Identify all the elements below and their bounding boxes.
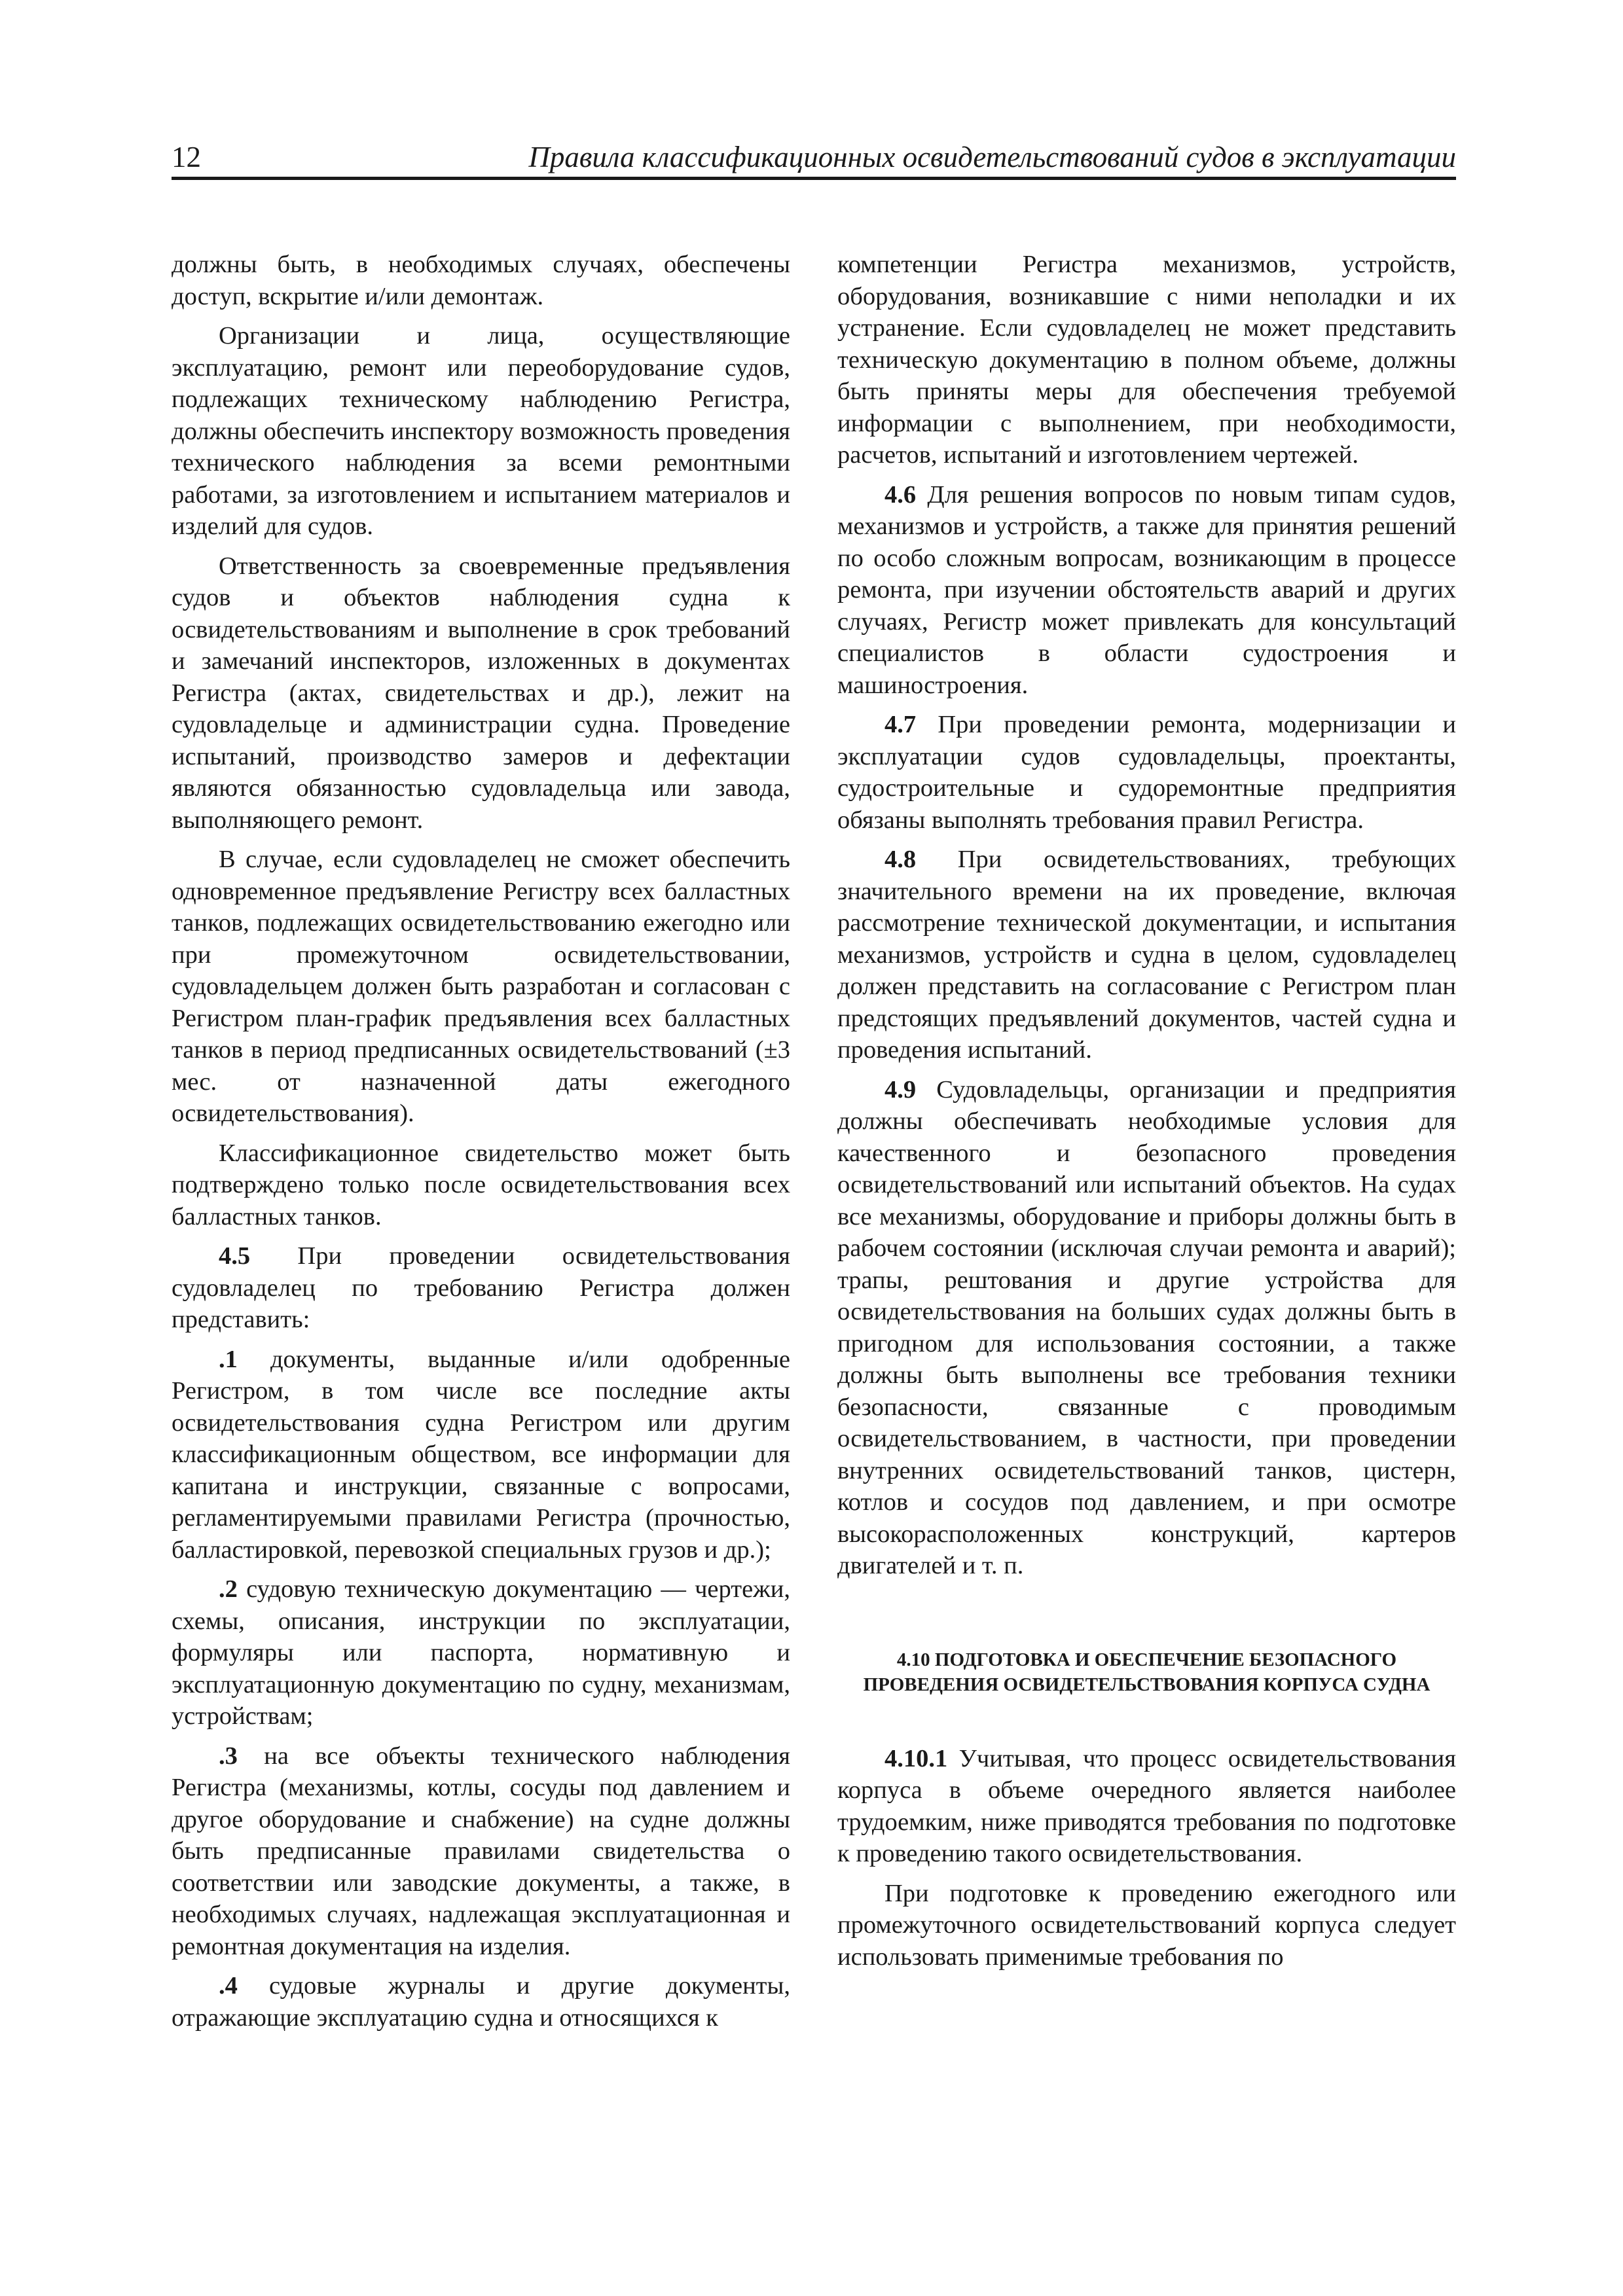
section-heading: 4.10 ПОДГОТОВКА И ОБЕСПЕЧЕНИЕ БЕЗОПАСНОГО ПРОВЕДЕНИЯ ОСВИДЕТЕЛЬСТВОВАНИЯ КОРПУСА СУДНА — [863, 1649, 1431, 1695]
clause-number: 4.5 — [219, 1242, 251, 1270]
paragraph: При подготовке к проведению ежегодного или промежуточного освидетельствований корпуса следует использовать применимые требования по — [837, 1879, 1456, 1971]
clause-4-5: 4.5 При проведении освидетельствования судовладелец по требованию Регистра должен представить: — [172, 1242, 790, 1333]
running-title: Правила классификационных освидетельствований судов в эксплуатации — [528, 141, 1456, 173]
right-column — [837, 249, 1456, 1973]
item-number: .3 — [219, 1742, 238, 1770]
page-number: 12 — [172, 141, 201, 173]
header-rule — [172, 177, 1456, 180]
clause-4-8: 4.8 При освидетельствованиях, требующих значительного времени на их проведение, включая рассмотрение технической документации, и испытания механизмов, устройств и судна в целом, судовладелец должен представить на согласование с Регистром план предстоящих предъявлений документов, частей судна и проведения испытаний. — [837, 846, 1456, 1064]
list-item-1: .1 документы, выданные и/или одобренные Регистром, в том числе все последние акты освидетельствования судна Регистром или другим классификационным обществом, все информации для капитана и инструкции, связанные с вопросами, регламентируемыми правилами Регистра (прочностью, балластировкой, перевозкой специальных грузов и др.); — [172, 1345, 790, 1564]
list-item-4: .4 судовые журналы и другие документы, отражающие эксплуатацию судна и относящихся к — [172, 1972, 790, 2032]
paragraph: компетенции Регистра механизмов, устройств, оборудования, возникавшие с ними неполадки и их устранение. Если судовладелец не может представить техническую документацию в полном объеме, должны быть приняты меры для обеспечения требуемой информации с выполнением, при необходимости, расчетов, испытаний и изготовлением чертежей. — [837, 251, 1456, 469]
item-number: .1 — [219, 1345, 238, 1373]
paragraph: Ответственность за своевременные предъявления судов и объектов наблюдения судна к освидетельствованиям и выполнение в срок требований и замечаний инспекторов, изложенных в документах Регистра (актах, свидетельствах и др.), лежит на судовладельце и администрации судна. Проведение испытаний, производство замеров и дефектации являются обязанностью судовладельца или завода, выполняющего ремонт. — [172, 552, 790, 834]
clause-number: 4.8 — [884, 846, 917, 873]
clause-number: 4.10.1 — [884, 1744, 948, 1772]
clause-number: 4.6 — [884, 480, 917, 509]
clause-4-9: 4.9 Судовладельцы, организации и предприятия должны обеспечивать необходимые условия для качественного и безопасного проведения освидетельствований или испытаний объектов. На судах все механизмы, оборудование и приборы должны быть в рабочем состоянии (исключая случаи ремонта и аварий); трапы, рештования и другие устройства для освидетельствования на больших судах должны быть в пригодном для использования состоянии, а также должны быть выполнены все требования техники безопасности, связанные с проводимым освидетельствованием, в частности, при проведении внутренних освидетельствований танков, цистерн, котлов и сосудов под давлением, и при осмотре высокорасположенных конструкций, картеров двигателей и т. п. — [837, 1075, 1456, 1579]
clause-4-7: 4.7 При проведении ремонта, модернизации и эксплуатации судов судовладельцы, проектанты, судостроительные и судоремонтные предприятия обязаны выполнять требования правил Регистра. — [837, 711, 1456, 834]
item-number: .4 — [219, 1972, 238, 2000]
list-item-2: .2 судовую техническую документацию — чертежи, схемы, описания, инструкции по эксплуатации, формуляры или паспорта, нормативную и эксплуатационную документацию по судну, механизмам, устройствам; — [172, 1575, 791, 1730]
page-header — [172, 139, 1456, 175]
paragraph: Организации и лица, осуществляющие эксплуатацию, ремонт или переоборудование судов, подлежащих техническому наблюдению Регистра, должны обеспечить инспектору возможность проведения технического наблюдения за всеми ремонтными работами, за изготовлением и испытанием материалов и изделий для судов. — [172, 322, 790, 540]
clause-4-6: 4.6 Для решения вопросов по новым типам судов, механизмов и устройств, а также для принятия решений по особо сложным вопросам, возникающим в процессе ремонта, при изучении обстоятельств аварий и других случаях, Регистр может привлекать для консультаций специалистов в области судостроения и машиностроения. — [837, 480, 1456, 699]
paragraph: В случае, если судовладелец не сможет обеспечить одновременное предъявление Регистру всех балластных танков, подлежащих освидетельствованию ежегодно или при промежуточном освидетельствовании, судовладельцем должен быть разработан и согласован с Регистром план-график предъявления всех балластных танков в период предписанных освидетельствований (±3 мес. от назначенной даты ежегодного освидетельствования). — [172, 846, 790, 1127]
left-column — [172, 249, 790, 2034]
paragraph: должны быть, в необходимых случаях, обеспечены доступ, вскрытие и/или демонтаж. — [172, 251, 790, 310]
paragraph: Классификационное свидетельство может быть подтверждено только после освидетельствования всех балластных танков. — [172, 1139, 790, 1230]
list-item-3: .3 на все объекты технического наблюдения Регистра (механизмы, котлы, сосуды под давлением и другое оборудование и снабжение) на судне должны быть предписанные правилами свидетельства о соответствии или заводские документы, а также, в необходимых случаях, надлежащая эксплуатационная и ремонтная документация на изделия. — [172, 1742, 790, 1960]
clause-4-10-1: 4.10.1 Учитывая, что процесс освидетельствования корпуса в объеме очередного является наиболее трудоемким, ниже приводятся требования по подготовке к проведению такого освидетельствования. — [837, 1744, 1456, 1867]
item-number: .2 — [219, 1575, 238, 1603]
clause-number: 4.7 — [884, 711, 917, 738]
clause-number: 4.9 — [884, 1075, 917, 1103]
